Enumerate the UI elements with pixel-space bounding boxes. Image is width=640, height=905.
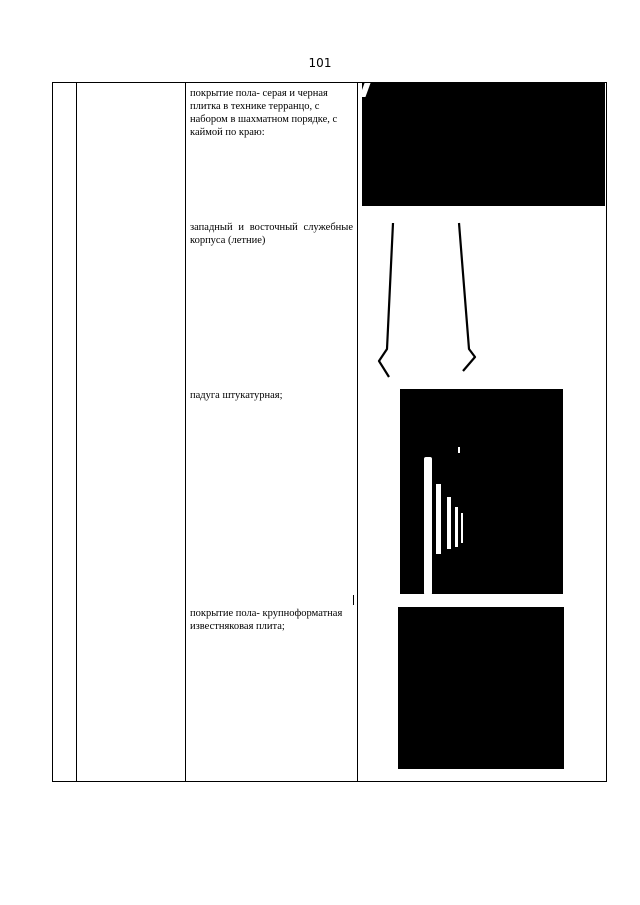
cell-mark	[353, 595, 354, 605]
row-4-floor-photo	[398, 607, 564, 769]
row-1-floor-photo	[362, 83, 605, 206]
row-2-line-sketch	[377, 219, 477, 379]
row-3-description: падуга штукатурная;	[190, 390, 283, 401]
column-divider-1	[76, 83, 77, 781]
row-2-description: западный и восточный служебные корпуса (летние)	[190, 222, 353, 246]
row-4-description: покрытие пола- крупноформатная известняковая плита;	[190, 608, 343, 632]
page-number: 101	[308, 56, 332, 70]
column-divider-3	[357, 83, 358, 781]
description-table	[52, 82, 607, 782]
row-3-cornice-photo	[400, 389, 563, 594]
photo-artifact	[359, 83, 370, 97]
column-divider-2	[185, 83, 186, 781]
row-1-description: покрытие пола- серая и черная плитка в технике терранцо, с набором в шахматном порядке, с каймой по краю:	[190, 88, 338, 138]
